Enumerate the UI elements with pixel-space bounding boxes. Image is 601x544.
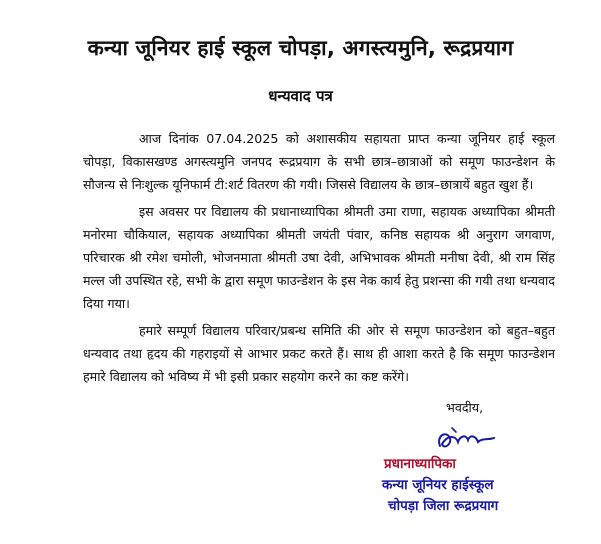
- stamp-school-name: कन्या जूनियर हाईस्कूल: [382, 477, 494, 493]
- stamp-designation: प्रधानाध्यापिका: [384, 456, 456, 472]
- paragraph-3: हमारे सम्पूर्ण विद्यालय परिवार/प्रबन्ध समिति की ओर से समूण फाउन्डेशन को बहुत–बहुत धन्यवाद तथा हृदय की गहराइयों से आभार प्रकट करते हैं। साथ ही आशा करते है कि समूण फाउन्डेशन हमारे विद्यालय को भविष्य में भी इसी प्रकार सहयोग करने का कष्ट करेंगे।: [83, 323, 555, 384]
- school-title: कन्या जूनियर हाई स्कूल चोपड़ा, अगस्त्यमुनि, रूद्रप्रयाग: [87, 36, 514, 60]
- paragraph-1: आज दिनांक 07.04.2025 को अशासकीय सहायता प्राप्त कन्या जूनियर हाई स्कूल चोपड़ा, विकासखण्ड अगस्त्यमुनि जनपद रूद्रप्रयाग के सभी छात्र–छात्राओं को समूण फाउन्डेशन के सौजन्य से निःशुल्क यूनिफार्म टी:शर्ट वितरण की गयी। जिससे विद्यालय के छात्र–छात्रायें बहुत खुश हैं।: [83, 131, 555, 192]
- paragraph-2: इस अवसर पर विद्यालय की प्रधानाध्यापिका श्रीमती उमा राणा, सहायक अध्यापिका श्रीमती मनोरमा चौकियाल, सहायक अध्यापिका श्रीमती जयंती पंवार, कनिष्ठ सहायक श्री अनुराग जगवाण, परिचारक श्री रमेश चमोली, भोजनमाता श्रीमती उषा देवी, अभिभावक श्रीमती मनीषा देवी, श्री राम सिंह मल्ल जी उपस्थित रहे, सभी के द्वारा समूण फाउन्डेशन के इस नेक कार्य हेतु प्रशन्सा की गयी तथा धन्यवाद दिया गया।: [83, 204, 555, 311]
- stamp-location: चोपड़ा जिला रूद्रप्रयाग: [388, 498, 499, 514]
- letter-body: [83, 127, 555, 388]
- closing-salutation: भवदीय,: [446, 400, 484, 415]
- school-stamp: [382, 454, 582, 517]
- letter-subtitle: धन्यवाद पत्र: [268, 87, 333, 105]
